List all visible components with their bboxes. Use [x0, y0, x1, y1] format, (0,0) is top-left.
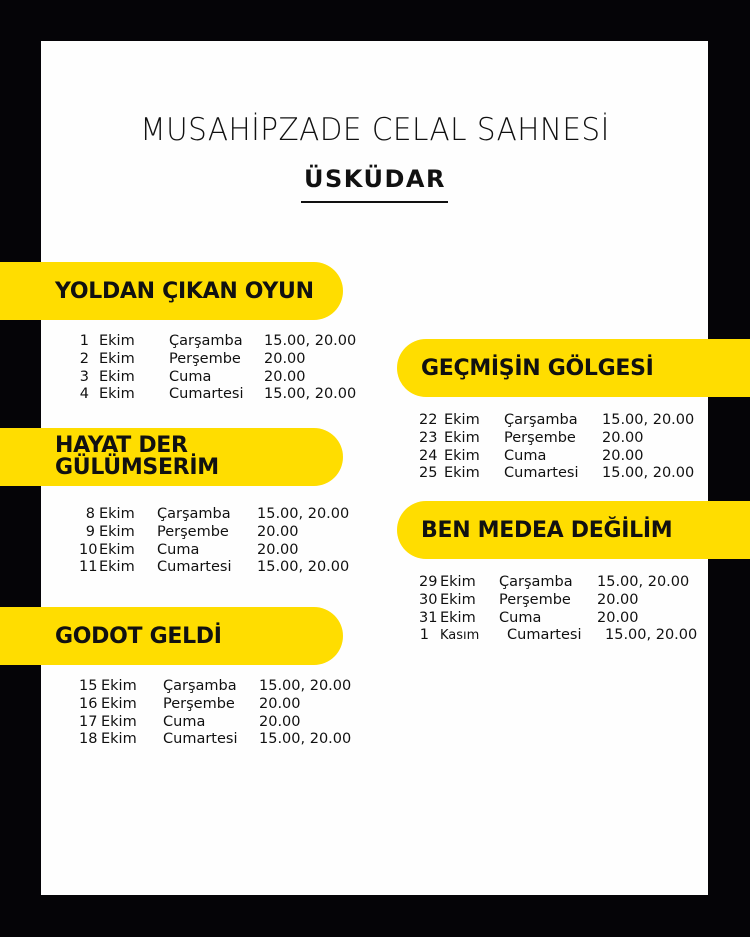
play-title: GEÇMİŞİN GÖLGESİ	[421, 355, 654, 381]
schedule-row: 15 Ekim Çarşamba 15.00, 20.00	[79, 678, 352, 694]
play-banner-gecmisin-golgesi	[397, 339, 750, 397]
play-title: GODOT GELDİ	[55, 623, 222, 649]
schedule-row: 1 Kasım Cumartesi 15.00, 20.00	[419, 627, 698, 644]
schedule-row: 31 Ekim Cuma 20.00	[419, 609, 639, 626]
venue-title: MUSAHİPZADE CELAL SAHNESİ	[140, 112, 610, 148]
schedule-row: 10 Ekim Cuma 20.00	[79, 541, 299, 558]
venue-district: ÜSKÜDAR	[304, 165, 446, 193]
schedule-yoldan-cikan-oyun	[79, 333, 356, 404]
play-banner-hayat-der-gulumserim	[0, 428, 343, 486]
schedule-godot-geldi	[79, 678, 351, 749]
play-banner-yoldan-cikan-oyun	[0, 262, 343, 320]
schedule-row: 9 Ekim Perşembe 20.00	[85, 523, 299, 540]
schedule-ben-medea-degilim	[419, 574, 697, 645]
play-banner-godot-geldi	[0, 607, 343, 665]
schedule-gecmisin-golgesi	[419, 412, 694, 483]
schedule-row: 29 Ekim Çarşamba 15.00, 20.00	[419, 574, 690, 590]
schedule-row: 4 Ekim Cumartesi 15.00, 20.00	[79, 386, 357, 403]
play-title: BEN MEDEA DEĞİLİM	[421, 517, 673, 543]
schedule-row: 30 Ekim Perşembe 20.00	[419, 591, 639, 608]
schedule-hayat-der-gulumserim	[79, 506, 349, 577]
play-title: HAYAT DER GÜLÜMSERİM	[55, 433, 219, 480]
schedule-row: 18 Ekim Cumartesi 15.00, 20.00	[79, 731, 352, 748]
play-banner-ben-medea-degilim	[397, 501, 750, 559]
schedule-row: 17 Ekim Cuma 20.00	[79, 713, 301, 730]
schedule-row: 23 Ekim Perşembe 20.00	[419, 429, 644, 446]
schedule-row: 24 Ekim Cuma 20.00	[419, 447, 644, 464]
schedule-row: 11 Ekim Cumartesi 15.00, 20.00	[79, 559, 350, 576]
schedule-row: 16 Ekim Perşembe 20.00	[79, 695, 301, 712]
schedule-row: 1 Ekim Çarşamba 15.00, 20.00	[79, 333, 357, 349]
play-title: YOLDAN ÇIKAN OYUN	[55, 278, 314, 304]
schedule-row: 8 Ekim Çarşamba 15.00, 20.00	[85, 506, 350, 522]
schedule-row: 22 Ekim Çarşamba 15.00, 20.00	[419, 412, 695, 428]
schedule-row: 3 Ekim Cuma 20.00	[79, 368, 306, 385]
title-underline	[301, 201, 448, 203]
schedule-row: 2 Ekim Perşembe 20.00	[79, 350, 306, 367]
schedule-row: 25 Ekim Cumartesi 15.00, 20.00	[419, 465, 695, 482]
